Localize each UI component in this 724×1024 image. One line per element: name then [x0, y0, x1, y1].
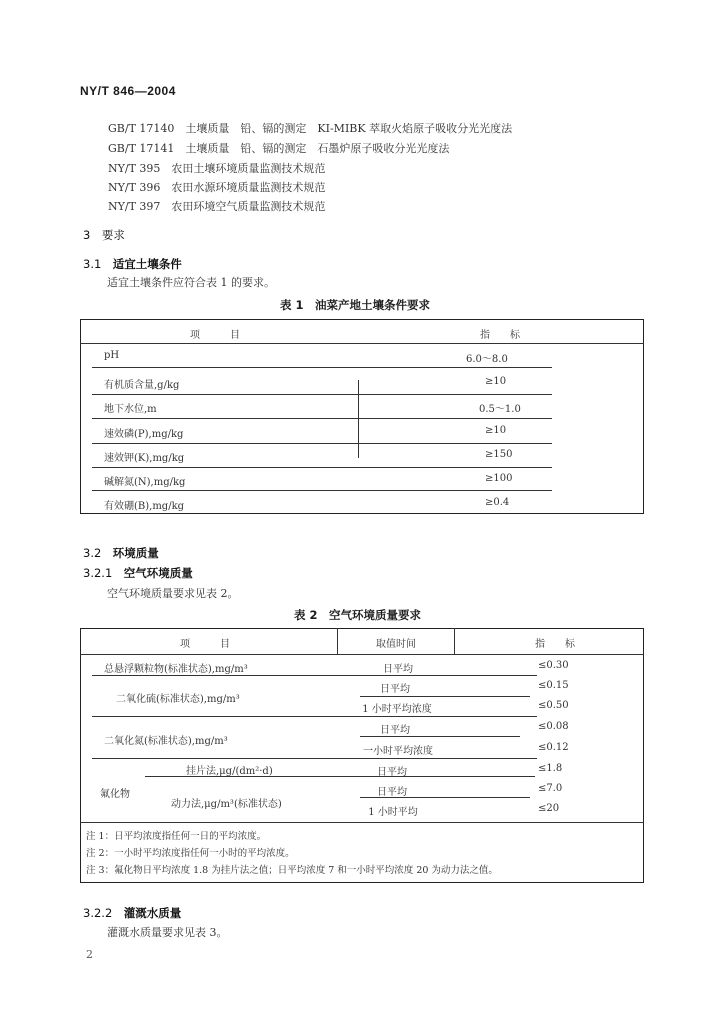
reference-item: GB/T 17141 土壤质量 铅、镉的测定 石墨炉原子吸收分光光度法 [108, 142, 450, 155]
table-cell-item: 二氧化硫(标准状态),mg/m³ [116, 694, 240, 705]
column-rule [358, 380, 359, 458]
section-title: 灌溉水质量 [123, 906, 182, 920]
table-cell-item: 速效钾(K),mg/kg [104, 453, 185, 464]
reference-item: NY/T 396 农田水源环境质量监测技术规范 [108, 181, 326, 194]
table-cell-item: 二氧化氮(标准状态),mg/m³ [104, 736, 228, 747]
section-heading [83, 227, 125, 243]
table-header-item: 项 目 [180, 639, 230, 650]
table-cell-item: 碱解氮(N),mg/kg [104, 477, 186, 488]
row-rule [92, 418, 552, 419]
table-header-value: 指 标 [480, 330, 520, 341]
subsection-heading [83, 565, 193, 581]
subsection-heading [83, 905, 181, 921]
column-rule [454, 628, 455, 654]
table-cell-basis: 日平均 [380, 725, 410, 736]
table-cell-value: ≤20 [538, 803, 560, 814]
reference-item: NY/T 395 农田土壤环境质量监测技术规范 [108, 162, 326, 175]
subsection-heading [83, 545, 159, 561]
section-title: 要求 [101, 228, 125, 242]
table-cell-item: 速效磷(P),mg/kg [104, 429, 184, 440]
table-cell-value: ≤0.50 [538, 700, 569, 711]
row-rule [92, 467, 552, 468]
row-rule [92, 394, 552, 395]
table-header-rule [80, 343, 644, 344]
row-rule [360, 696, 530, 697]
table-cell-item: 地下水位,m [104, 404, 157, 415]
table-cell-value: ≤7.0 [538, 783, 563, 794]
table-cell-value: ≥10 [485, 425, 507, 436]
section-title: 适宜土壤条件 [112, 257, 182, 271]
column-rule [337, 628, 338, 654]
table-cell-value: ≥150 [485, 449, 513, 460]
table-cell-subitem: 动力法,μg/m³(标准状态) [171, 799, 282, 810]
page-number: 2 [86, 948, 93, 961]
table-cell-basis: 日平均 [377, 767, 407, 778]
table-cell-value: 6.0～8.0 [466, 354, 508, 365]
paragraph: 空气环境质量要求见表 2。 [107, 587, 239, 600]
table-note: 注 1：日平均浓度指任何一日的平均浓度。 [86, 831, 267, 842]
row-rule [92, 675, 537, 676]
section-number: 3 [83, 228, 91, 242]
row-rule [92, 490, 552, 491]
reference-item: NY/T 397 农田环境空气质量监测技术规范 [108, 200, 326, 213]
table-cell-subitem: 挂片法,μg/(dm²·d) [186, 766, 273, 777]
table-cell-basis: 1 小时平均 [368, 807, 418, 818]
section-title: 空气环境质量 [123, 566, 193, 580]
table-header-rule [80, 654, 644, 655]
table-cell-item: pH [104, 350, 120, 361]
table-cell-item: 有效硼(B),mg/kg [104, 501, 185, 512]
table-notes-rule [80, 822, 644, 823]
table-cell-basis: 日平均 [377, 787, 407, 798]
table-header-value: 指 标 [535, 639, 575, 650]
table-cell-value: ≤0.12 [538, 742, 569, 753]
section-number: 3.2.2 [83, 906, 113, 920]
standard-code: NY/T 846—2004 [80, 84, 176, 98]
row-rule [92, 367, 552, 368]
row-rule [92, 716, 537, 717]
section-number: 3.1 [83, 257, 102, 271]
table-cell-basis: 日平均 [380, 684, 410, 695]
table-cell-value: ≥10 [485, 376, 507, 387]
table-cell-value: ≤0.08 [538, 721, 569, 732]
section-title: 环境质量 [112, 546, 159, 560]
table-cell-value: ≤1.8 [538, 763, 563, 774]
table-note: 注 3：氟化物日平均浓度 1.8 为挂片法之值；日平均浓度 7 和一小时平均浓度 20 为动力法之值。 [86, 865, 498, 876]
table-cell-basis: 一小时平均浓度 [363, 746, 433, 757]
table-cell-basis: 日平均 [383, 664, 413, 675]
table-caption: 表 2 空气环境质量要求 [294, 608, 422, 622]
table-cell-item: 有机质含量,g/kg [104, 380, 180, 391]
row-rule [92, 758, 537, 759]
section-number: 3.2.1 [83, 566, 113, 580]
table-cell-item: 氟化物 [100, 789, 130, 800]
table-cell-value: ≤0.30 [538, 660, 569, 671]
table-cell-value: ≥0.4 [485, 497, 510, 508]
section-number: 3.2 [83, 546, 102, 560]
reference-item: GB/T 17140 土壤质量 铅、镉的测定 KI-MIBK 萃取火焰原子吸收分光光度法 [108, 122, 513, 135]
row-rule [92, 443, 552, 444]
subsection-heading [83, 256, 182, 272]
paragraph: 灌溉水质量要求见表 3。 [107, 926, 228, 939]
table-note: 注 2：一小时平均浓度指任何一小时的平均浓度。 [86, 848, 295, 859]
table-header-item: 项 目 [190, 330, 240, 341]
table-cell-value: 0.5～1.0 [479, 404, 521, 415]
table-caption: 表 1 油菜产地土壤条件要求 [280, 298, 431, 312]
table-cell-value: ≥100 [485, 473, 513, 484]
table-cell-item: 总悬浮颗粒物(标准状态),mg/m³ [104, 664, 248, 675]
row-rule [360, 736, 520, 737]
paragraph: 适宜土壤条件应符合表 1 的要求。 [107, 276, 275, 289]
table-cell-value: ≤0.15 [538, 680, 569, 691]
table-cell-basis: 1 小时平均浓度 [362, 704, 432, 715]
table-header-basis: 取值时间 [376, 639, 416, 650]
